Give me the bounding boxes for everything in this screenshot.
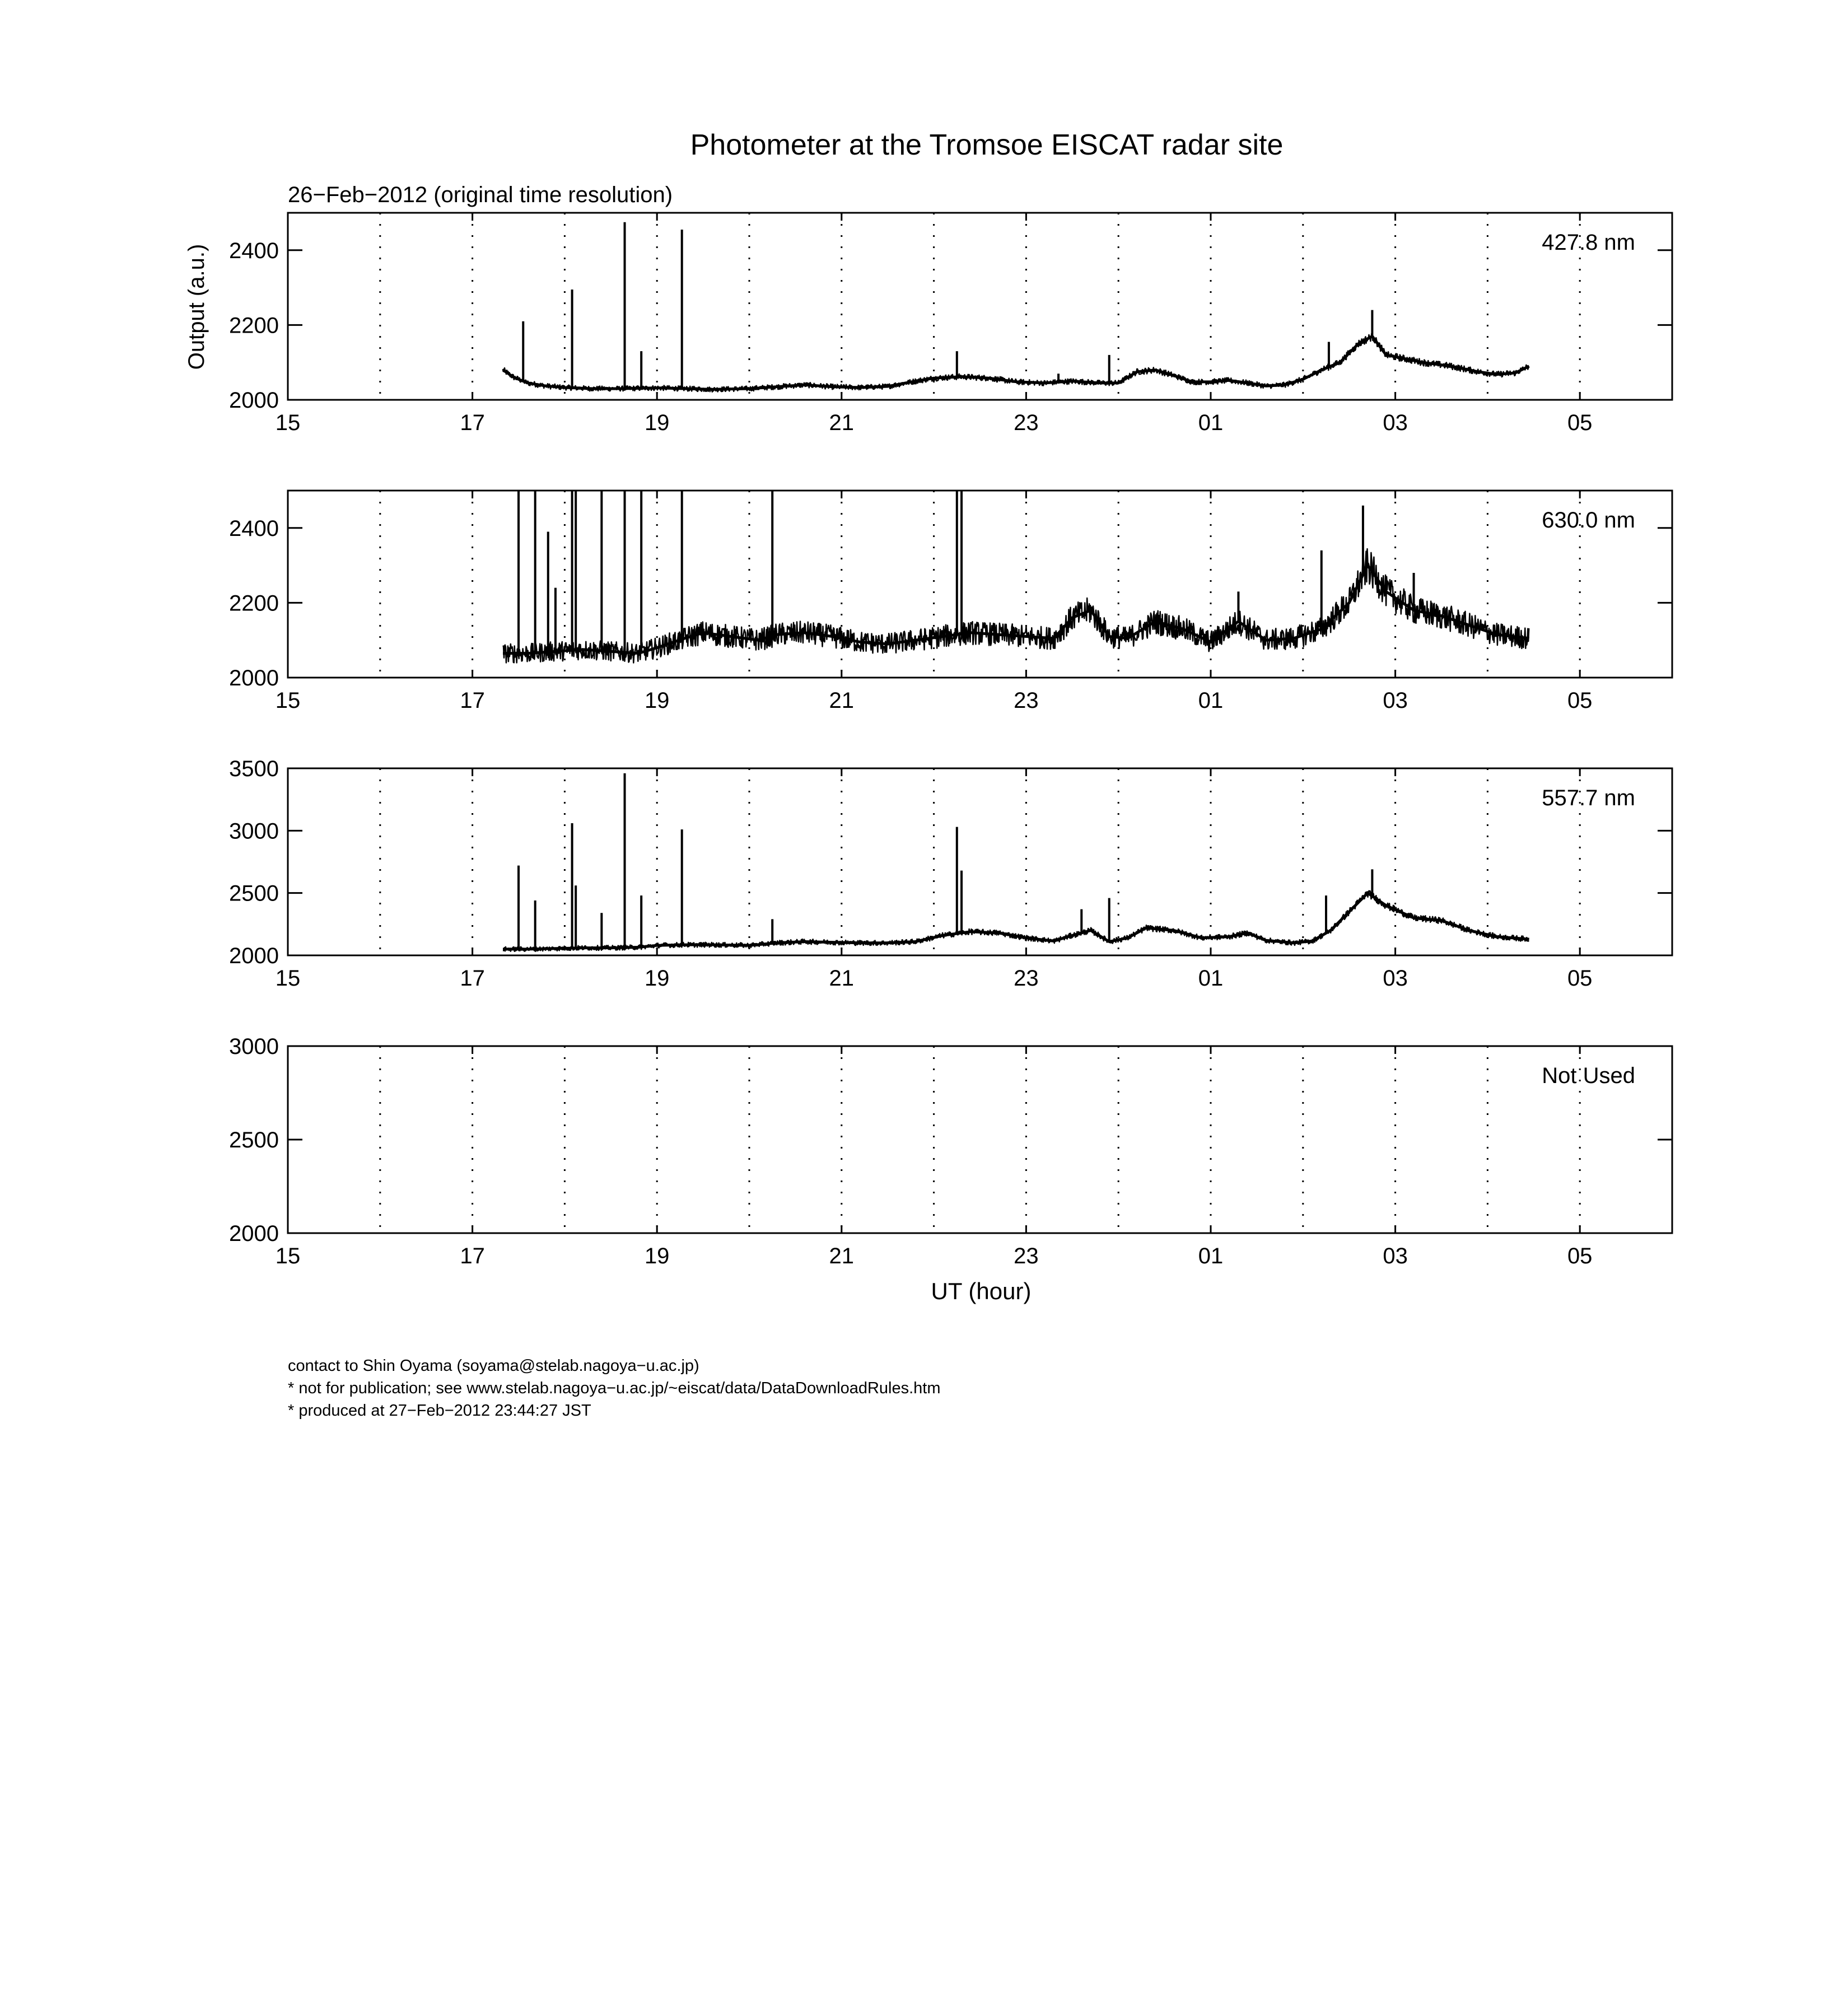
x-tick-label: 21: [829, 966, 855, 991]
figure-subtitle: 26−Feb−2012 (original time resolution): [288, 183, 673, 207]
y-tick-label: 2200: [229, 313, 279, 338]
x-tick-label: 23: [1014, 410, 1039, 435]
y-tick-label: 2200: [229, 591, 279, 616]
x-tick-label: 19: [644, 410, 670, 435]
y-tick-label: 2400: [229, 516, 279, 541]
figure-title: Photometer at the Tromsoe EISCAT radar site: [690, 129, 1284, 161]
x-tick-label: 23: [1014, 1244, 1039, 1268]
x-tick-label: 21: [829, 688, 855, 713]
footer-publication-note: * not for publication; see www.stelab.nagoya−u.ac.jp/~eiscat/data/DataDownloadRules.htm: [288, 1379, 941, 1397]
x-tick-label: 15: [275, 688, 301, 713]
y-tick-label: 3000: [229, 1034, 279, 1059]
y-tick-label: 3500: [229, 757, 279, 781]
x-tick-label: 03: [1383, 1244, 1408, 1268]
x-tick-label: 19: [644, 1244, 670, 1268]
x-tick-label: 21: [829, 410, 855, 435]
x-tick-label: 05: [1567, 966, 1593, 991]
y-tick-label: 2400: [229, 238, 279, 263]
x-tick-label: 15: [275, 1244, 301, 1268]
x-tick-label: 03: [1383, 966, 1408, 991]
x-tick-label: 05: [1567, 688, 1593, 713]
x-tick-label: 03: [1383, 410, 1408, 435]
x-tick-label: 05: [1567, 410, 1593, 435]
x-tick-label: 01: [1198, 1244, 1224, 1268]
x-tick-label: 23: [1014, 966, 1039, 991]
y-tick-label: 2500: [229, 1128, 279, 1152]
x-tick-label: 03: [1383, 688, 1408, 713]
panel-label: Not Used: [1542, 1063, 1635, 1088]
panel-label: 427.8 nm: [1542, 230, 1635, 255]
x-tick-label: 17: [460, 966, 485, 991]
x-tick-label: 19: [644, 688, 670, 713]
x-tick-label: 01: [1198, 410, 1224, 435]
y-tick-label: 2000: [229, 388, 279, 413]
x-tick-label: 15: [275, 410, 301, 435]
footer-produced: * produced at 27−Feb−2012 23:44:27 JST: [288, 1402, 591, 1420]
x-tick-label: 19: [644, 966, 670, 991]
y-tick-label: 2000: [229, 1221, 279, 1246]
footer-contact: contact to Shin Oyama (soyama@stelab.nagoya−u.ac.jp): [288, 1357, 699, 1375]
y-tick-label: 3000: [229, 819, 279, 844]
x-tick-label: 01: [1198, 688, 1224, 713]
y-tick-label: 2500: [229, 881, 279, 906]
x-tick-label: 05: [1567, 1244, 1593, 1268]
panel-label: 630.0 nm: [1542, 508, 1635, 533]
x-tick-label: 01: [1198, 966, 1224, 991]
y-tick-label: 2000: [229, 666, 279, 690]
x-axis-label: UT (hour): [931, 1278, 1032, 1304]
x-tick-label: 21: [829, 1244, 855, 1268]
y-axis-label: Output (a.u.): [184, 244, 209, 370]
x-tick-label: 15: [275, 966, 301, 991]
x-tick-label: 23: [1014, 688, 1039, 713]
x-tick-label: 17: [460, 688, 485, 713]
panel-label: 557.7 nm: [1542, 786, 1635, 810]
x-tick-label: 17: [460, 1244, 485, 1268]
y-tick-label: 2000: [229, 944, 279, 968]
x-tick-label: 17: [460, 410, 485, 435]
